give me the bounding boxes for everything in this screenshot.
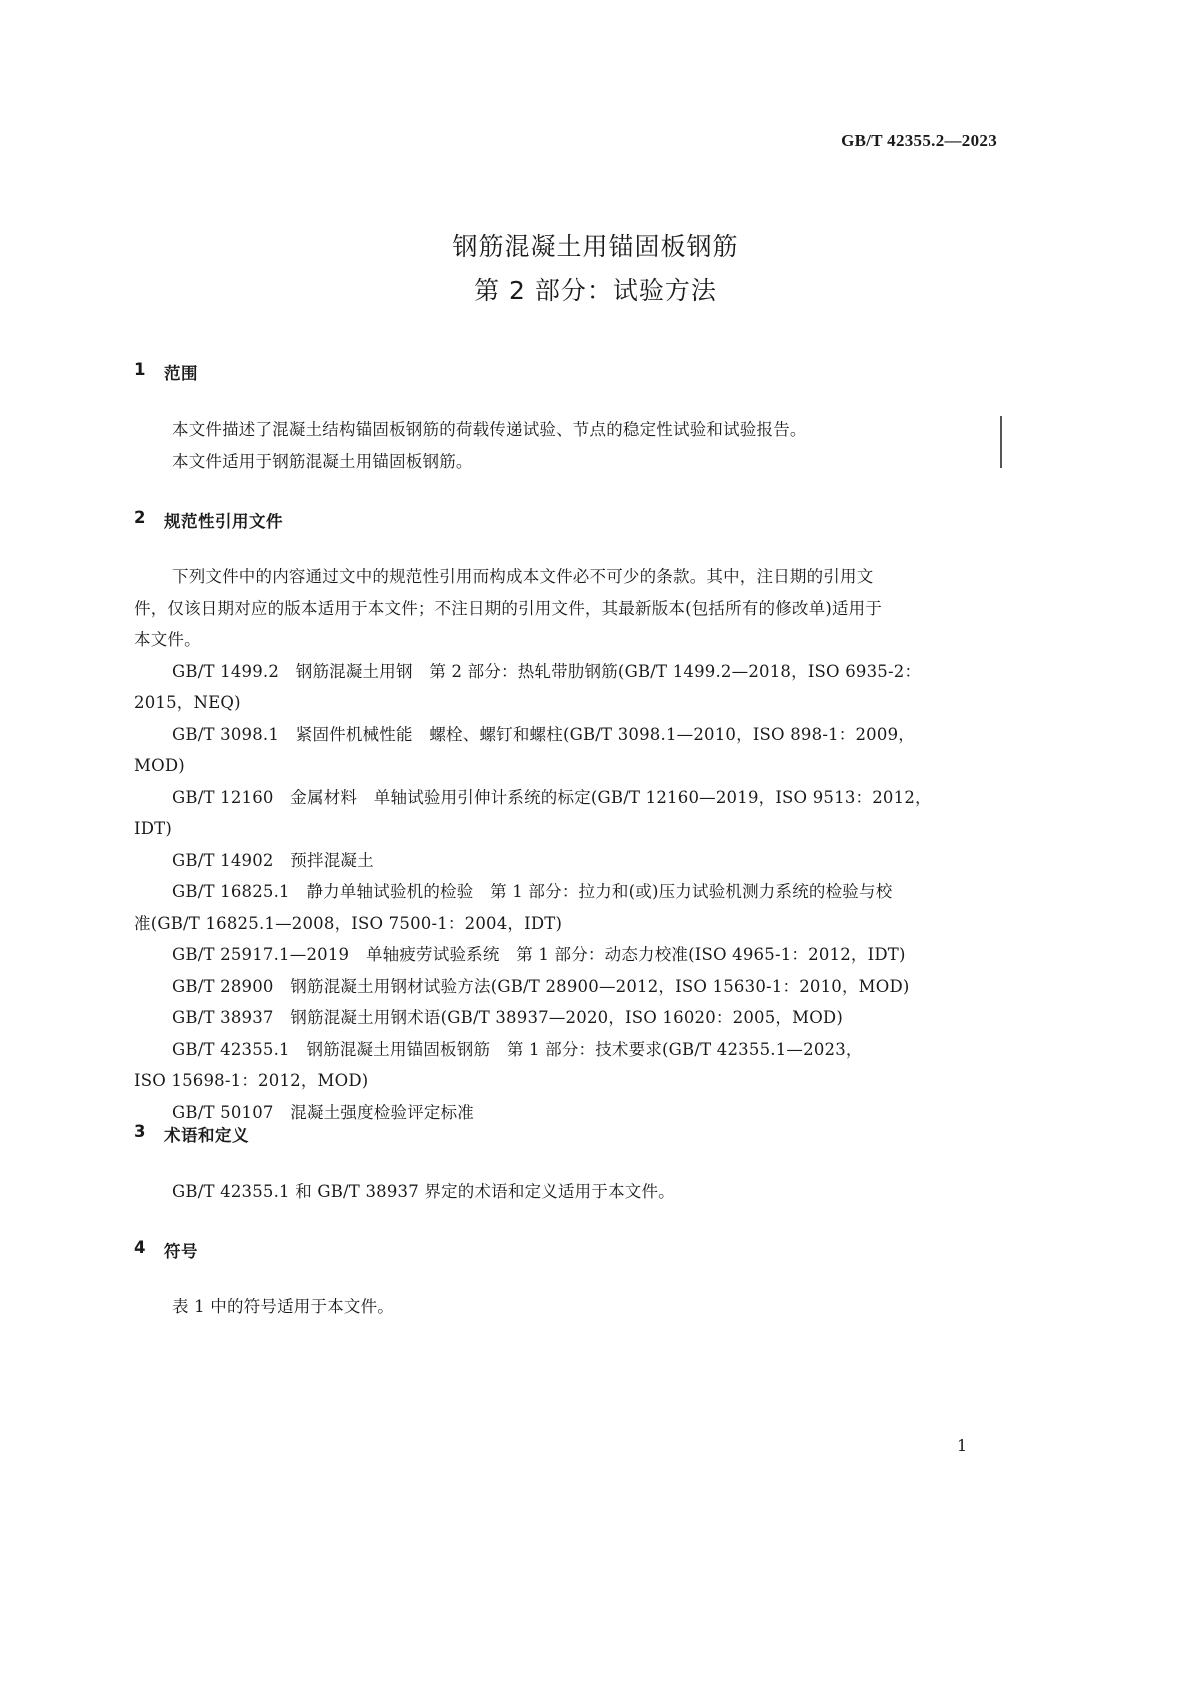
standard-number: GB/T 42355.2—2023 [841, 131, 997, 150]
reference-item: GB/T 28900 钢筋混凝土用钢材试验方法(GB/T 28900—2012，ISO 15630-1：2010，MOD) [172, 976, 910, 996]
paragraph: 本文件适用于钢筋混凝土用锚固板钢筋。 [172, 451, 473, 471]
reference-item: GB/T 14902 预拌混凝土 [172, 850, 374, 870]
reference-item: GB/T 1499.2 钢筋混凝土用钢 第 2 部分：热轧带肋钢筋(GB/T 1499.2—2018，ISO 6935-2： [172, 661, 922, 681]
reference-item: GB/T 3098.1 紧固件机械性能 螺栓、螺钉和螺柱(GB/T 3098.1—2010，ISO 898-1：2009， [172, 724, 915, 744]
reference-item: GB/T 38937 钢筋混凝土用钢术语(GB/T 38937—2020，ISO 16020：2005，MOD) [172, 1008, 843, 1027]
reference-item: GB/T 42355.1 钢筋混凝土用锚固板钢筋 第 1 部分：技术要求(GB/T 42355.1—2023， [172, 1039, 863, 1059]
reference-item-continued: ISO 15698-1：2012，MOD) [134, 1071, 369, 1090]
section-3-heading [134, 1122, 249, 1146]
section-2-body [134, 561, 992, 1128]
paragraph: 本文件描述了混凝土结构锚固板钢筋的荷载传递试验、节点的稳定性试验和试验报告。 [172, 420, 807, 439]
title-line-1: 钢筋混凝土用锚固板钢筋 [452, 232, 739, 261]
reference-item-continued: 准(GB/T 16825.1—2008，ISO 7500-1：2004，IDT) [134, 913, 563, 933]
section-title: 规范性引用文件 [163, 512, 283, 531]
paragraph: 表 1 中的符号适用于本文件。 [172, 1297, 394, 1316]
reference-item-continued: MOD) [134, 756, 185, 775]
paragraph: GB/T 42355.1 和 GB/T 38937 界定的术语和定义适用于本文件。 [172, 1182, 675, 1201]
reference-item: GB/T 12160 金属材料 单轴试验用引伸计系统的标定(GB/T 12160—2019，ISO 9513：2012， [172, 787, 932, 807]
reference-item-continued: IDT) [134, 819, 172, 838]
intro-line: 件，仅该日期对应的版本适用于本文件；不注日期的引用文件，其最新版本(包括所有的修改单)适用于 [134, 598, 883, 618]
section-4-body [134, 1291, 992, 1323]
title-line-2: 第 2 部分：试验方法 [474, 276, 717, 305]
reference-item: GB/T 25917.1—2019 单轴疲劳试验系统 第 1 部分：动态力校准(ISO 4965-1：2012，IDT) [172, 945, 906, 964]
section-title: 术语和定义 [163, 1126, 249, 1145]
section-3-body [134, 1176, 992, 1208]
section-1-heading [134, 360, 198, 384]
reference-item-continued: 2015，NEQ) [134, 693, 241, 712]
section-title: 范围 [163, 364, 198, 383]
section-number: 2 [134, 508, 146, 527]
change-bar [1000, 416, 1002, 468]
reference-item: GB/T 16825.1 静力单轴试验机的检验 第 1 部分：拉力和(或)压力试验机测力系统的检验与校 [172, 882, 893, 901]
intro-line: 下列文件中的内容通过文中的规范性引用而构成本文件必不可少的条款。其中，注日期的引用文 [172, 567, 874, 586]
section-1-body [134, 414, 992, 477]
section-number: 3 [134, 1122, 146, 1141]
document-title [0, 225, 1191, 313]
section-2-heading [134, 508, 283, 532]
page-number: 1 [957, 1436, 968, 1455]
section-number: 4 [134, 1238, 146, 1257]
section-title: 符号 [163, 1242, 198, 1261]
section-4-heading [134, 1238, 198, 1262]
intro-line: 本文件。 [134, 630, 201, 649]
section-number: 1 [134, 360, 146, 379]
reference-item: GB/T 50107 混凝土强度检验评定标准 [172, 1102, 475, 1122]
